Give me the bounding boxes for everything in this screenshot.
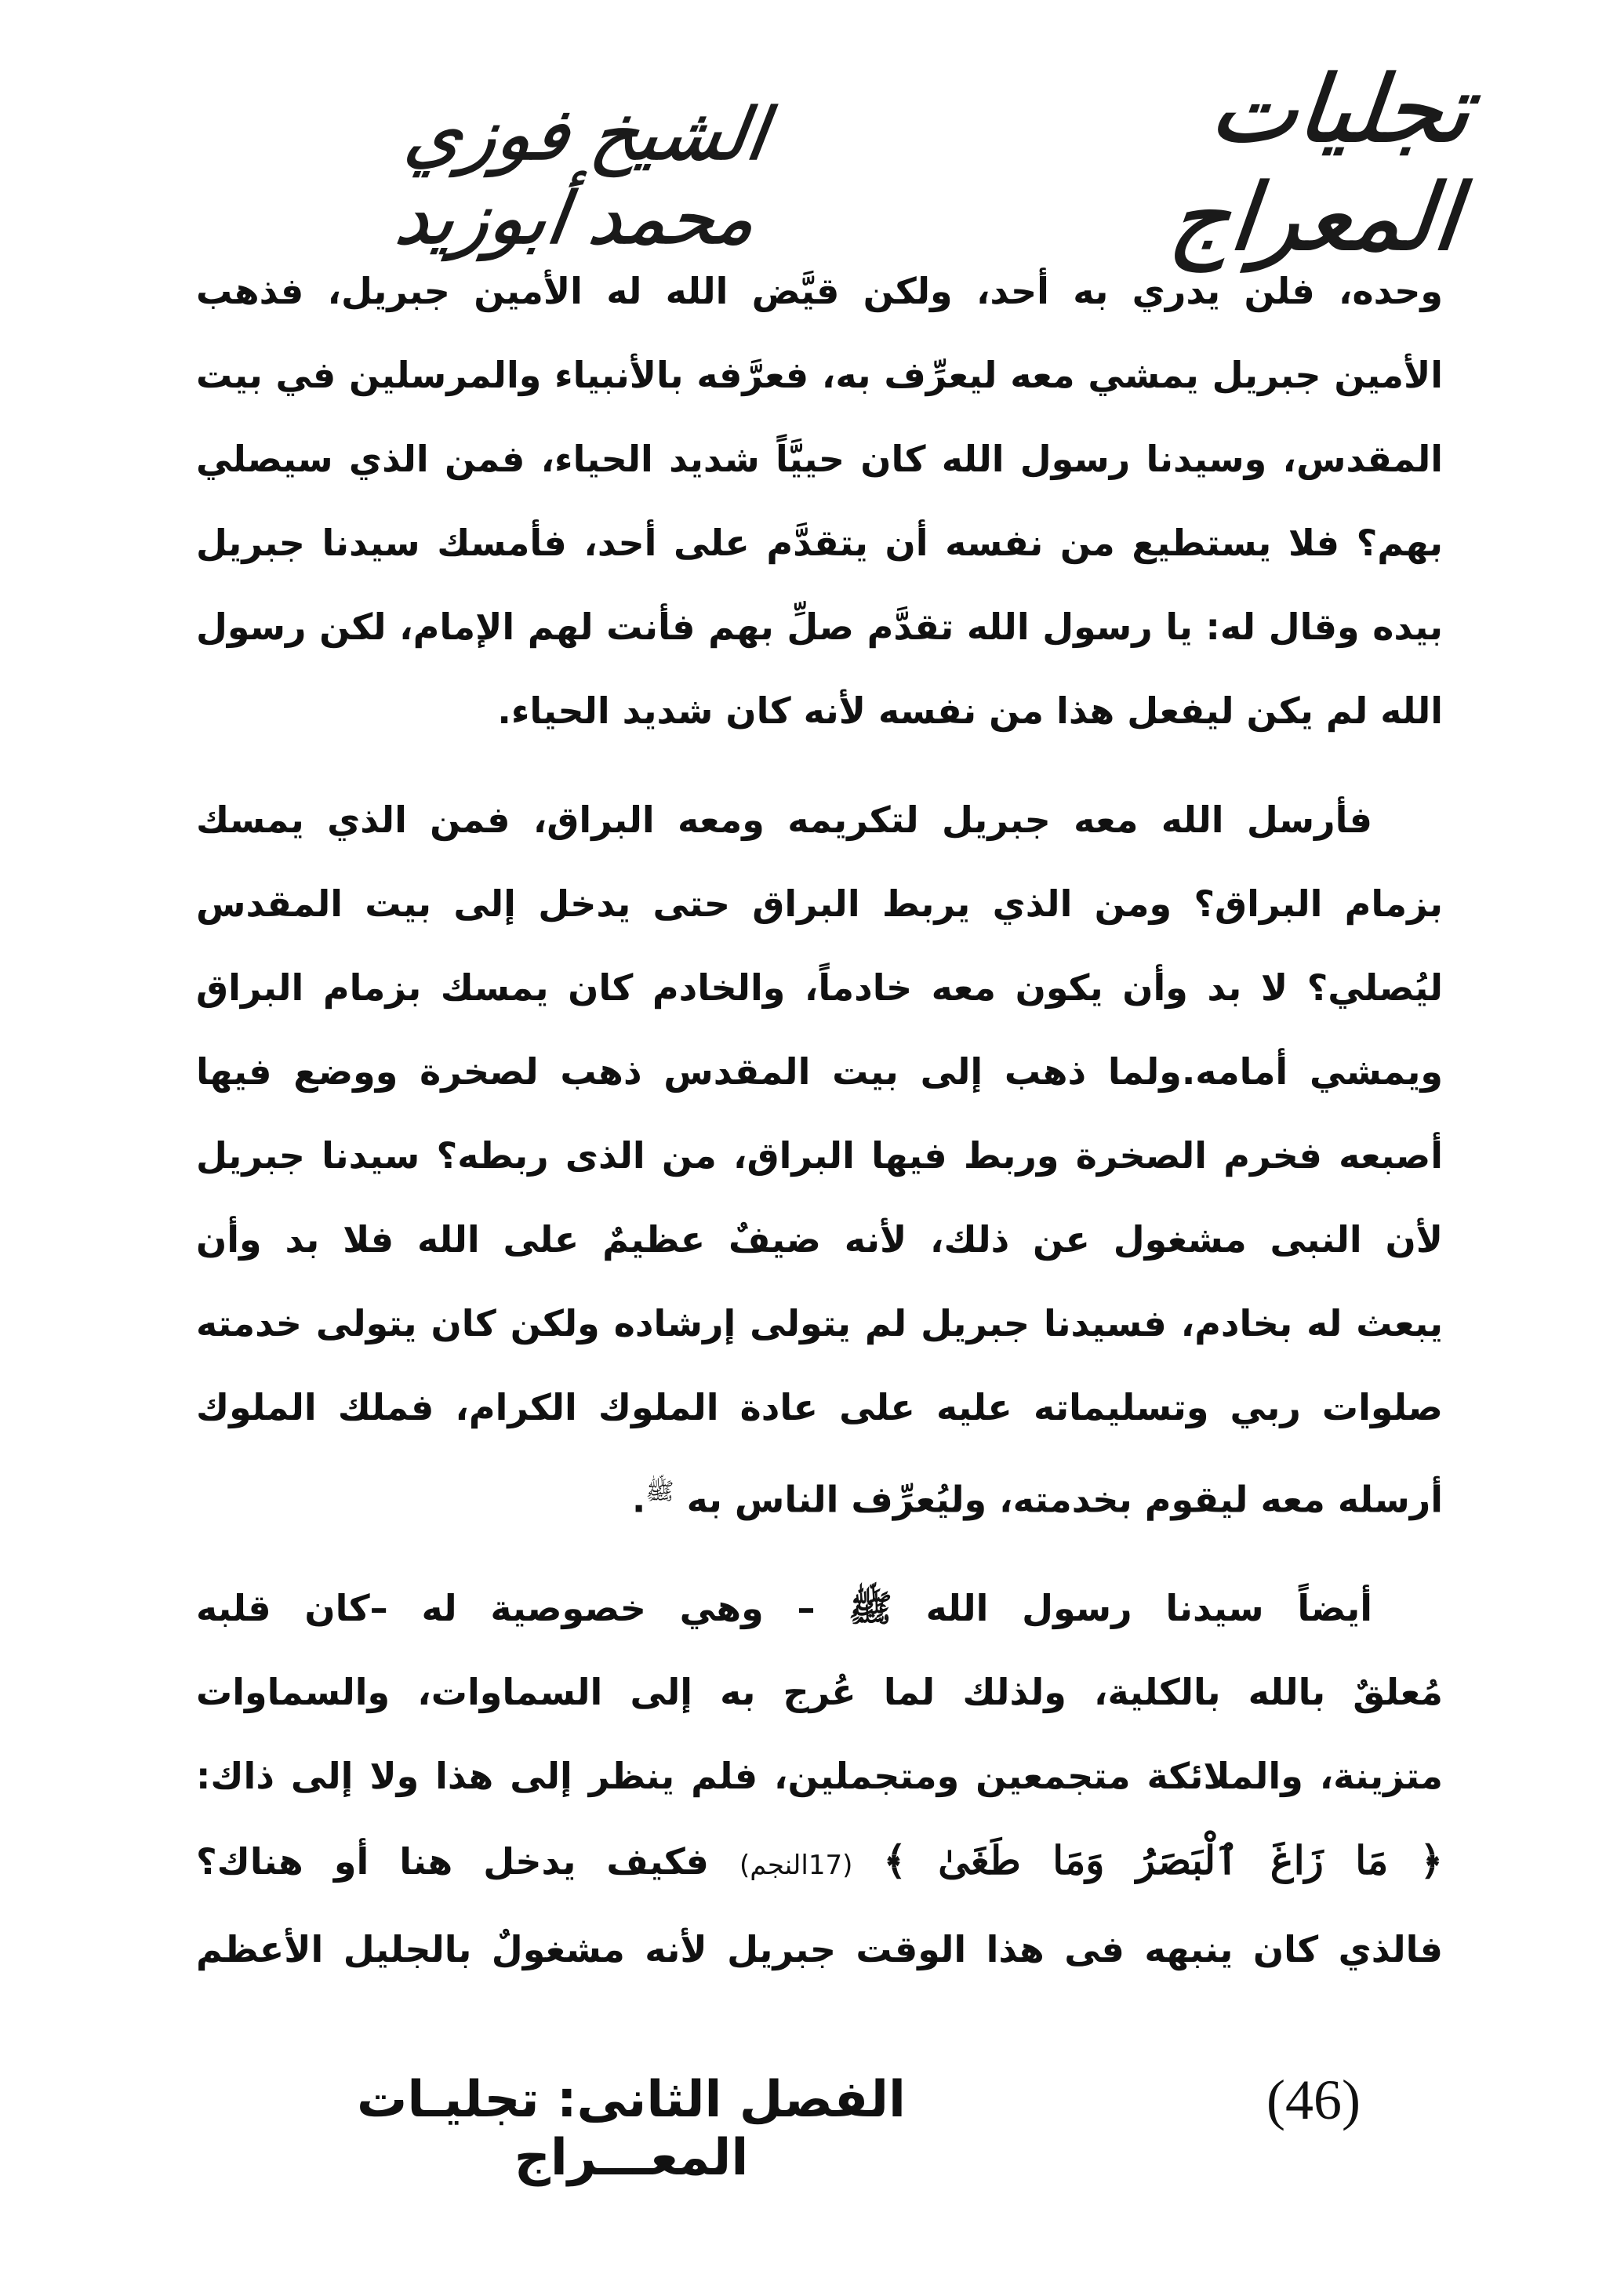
- text-line: صلوات ربي وتسليماته عليه على عادة الملوك الكرام، فملك الملوك: [196, 1386, 1443, 1428]
- text-line: [196, 1818, 1443, 1908]
- author-name-calligraphy: الشيخ فوزي محمد أبوزيد: [391, 93, 773, 260]
- page-number: (46): [1266, 2069, 1361, 2131]
- text-line: مُعلقٌ بالله بالكلية، ولذلك لما عُرج به إلى السماوات، والسماوات: [196, 1671, 1443, 1714]
- paragraph-1: [196, 249, 1443, 753]
- text-line: ليُصلي؟ لا بد وأن يكون معه خادماً، والخادم كان يمسك بزمام البراق: [196, 966, 1443, 1009]
- paragraph-2: [196, 778, 1443, 1541]
- book-title-calligraphy: تجليات المعراج: [1165, 54, 1477, 271]
- text-line: أصبعه فخرم الصخرة وربط فيها البراق، من الذى ربطه؟ سيدنا جبريل: [196, 1134, 1443, 1177]
- text-line: بيده وقال له: يا رسول الله تقدَّم صلِّ بهم فأنت لهم الإمام، لكن رسول: [196, 606, 1443, 648]
- text-line: متزينة، والملائكة متجمعين ومتجملين، فلم ينظر إلى هذا ولا إلى ذاك:: [196, 1755, 1443, 1798]
- text-line: [196, 1566, 1443, 1650]
- text-line: ويمشي أمامه.ولما ذهب إلى بيت المقدس ذهب لصخرة ووضع فيها: [196, 1050, 1443, 1093]
- text-line-content: فكيف يدخل هنا أو هناك؟: [196, 1840, 709, 1883]
- paragraph-3: [196, 1566, 1443, 1992]
- text-line: المقدس، وسيدنا رسول الله كان حييَّاً شديد الحياء، فمن الذي سيصلي: [196, 438, 1443, 480]
- text-line-content: أرسله معه ليقوم بخدمته، وليُعرِّف الناس به: [686, 1478, 1443, 1521]
- text-line: أرسله معه ليقوم بخدمته، وليُعرِّف الناس به $^ﷺ$.: [631, 1478, 1443, 1521]
- text-line: يبعث له بخادم، فسيدنا جبريل لم يتولى إرشاده ولكن كان يتولى خدمته: [196, 1302, 1443, 1344]
- text-line: الله لم يكن ليفعل هذا من نفسه لأنه كان شديد الحياء.: [497, 690, 1443, 732]
- text-line: بهم؟ فلا يستطيع من نفسه أن يتقدَّم على أحد، فأمسك سيدنا جبريل: [196, 522, 1443, 564]
- text-line: فالذي كان ينبهه فى هذا الوقت جبريل لأنه مشغولٌ بالجليل الأعظم: [196, 1928, 1443, 1971]
- body-text: [196, 249, 1443, 1992]
- text-line: وحده، فلن يدري به أحد، ولكن قيَّض الله له الأمين جبريل، فذهب: [196, 270, 1443, 312]
- text-line-content: أيضاً سيدنا رسول الله ﷺ – وهي خصوصية له –كان قلبه: [196, 1587, 1372, 1630]
- chapter-name: تجليـات المعـــراج: [357, 2071, 749, 2187]
- chapter-separator: :: [556, 2071, 577, 2129]
- surah-reference: (17النجم): [739, 1850, 853, 1882]
- chapter-label: الفصل الثانى: [576, 2071, 906, 2129]
- footer-chapter-title: [235, 2071, 1027, 2187]
- text-line: [196, 778, 1443, 862]
- text-line: بزمام البراق؟ ومن الذي يربط البراق حتى يدخل إلى بيت المقدس: [196, 882, 1443, 925]
- text-line-content: فأرسل الله معه جبريل لتكريمه ومعه البراق، فمن الذي يمسك: [196, 799, 1372, 841]
- quran-verse: ﴿ مَا زَاغَ ٱلْبَصَرُ وَمَا طَغَىٰ ﴾: [883, 1837, 1444, 1884]
- text-line: الأمين جبريل يمشي معه ليعرِّف به، فعرَّفه بالأنبياء والمرسلين في بيت: [196, 354, 1443, 396]
- text-line: لأن النبى مشغول عن ذلك، لأنه ضيفٌ عظيمٌ على الله فلا بد وأن: [196, 1218, 1443, 1261]
- salla-symbol: ﷺ: [645, 1478, 674, 1505]
